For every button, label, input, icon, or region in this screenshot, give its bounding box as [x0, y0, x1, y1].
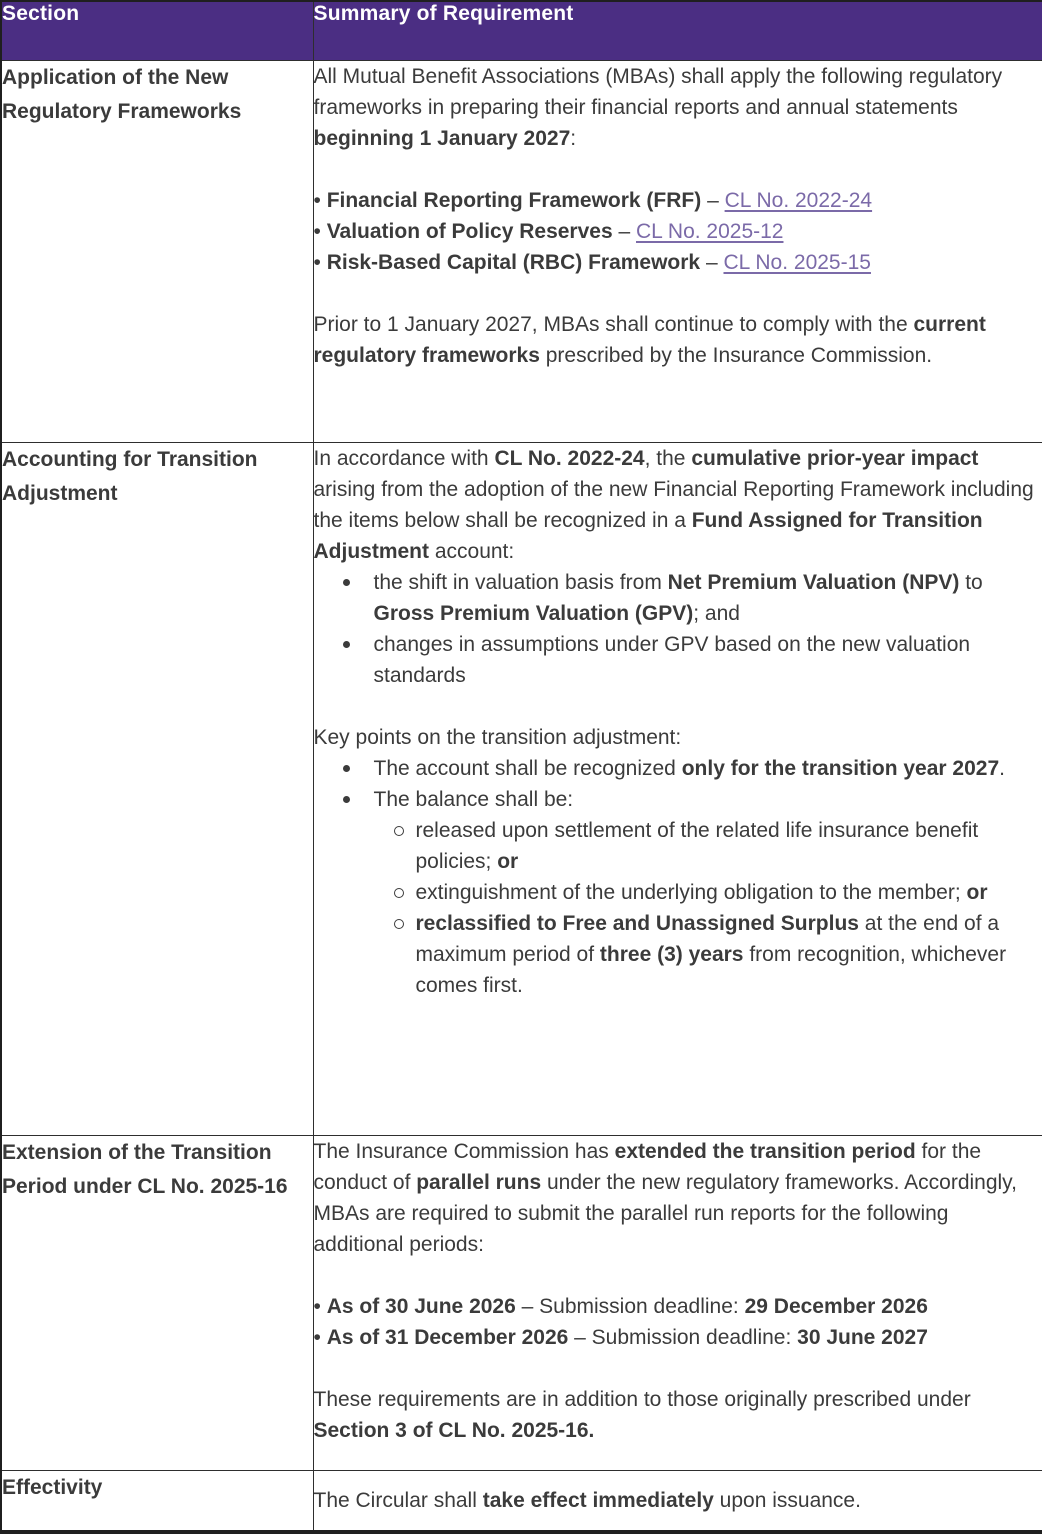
text-segment: The Circular shall	[314, 1489, 483, 1512]
table-body	[1, 61, 1042, 1532]
bullet-item	[314, 567, 1042, 629]
bullet-item	[314, 753, 1042, 784]
circle-bullet-icon	[394, 908, 416, 939]
text-segment: As of 31 December 2026	[327, 1326, 569, 1349]
text-segment: The Insurance Commission has	[314, 1140, 615, 1163]
summary-cell	[313, 1471, 1042, 1532]
bullet-text	[416, 815, 1042, 877]
section-cell	[1, 61, 313, 443]
paragraph-spacer	[314, 154, 1042, 185]
paragraph	[314, 1136, 1042, 1260]
text-segment: All Mutual Benefit Associations (MBAs) shall apply the following regulatory frameworks in preparing their financial reports and annual statements	[314, 65, 1003, 119]
text-segment: take effect immediately	[483, 1489, 714, 1512]
table-header	[1, 1, 1042, 61]
header-row	[1, 1, 1042, 61]
text-segment: 29 December 2026	[745, 1295, 928, 1318]
paragraph	[314, 1291, 1042, 1322]
bullet-text	[416, 877, 1042, 908]
text-segment: :	[570, 127, 576, 150]
bullet-text	[416, 908, 1042, 1001]
text-segment: arising from the adoption of the new Financial Reporting Framework including the items below shall be recognized in a	[314, 478, 1034, 532]
text-segment: the shift in valuation basis from	[374, 571, 668, 594]
section-cell	[1, 443, 313, 1136]
summary-cell	[313, 1136, 1042, 1471]
bullet-icon	[343, 753, 374, 784]
text-segment: only for the transition year 2027	[682, 757, 999, 780]
summary-cell	[313, 443, 1042, 1136]
text-segment: 30 June 2027	[797, 1326, 928, 1349]
circular-link[interactable]: CL No. 2025-12	[636, 220, 783, 243]
text-segment: extended the transition period	[615, 1140, 916, 1163]
text-segment: or	[497, 850, 518, 873]
bullet-text	[374, 753, 1042, 784]
paragraph	[314, 309, 1042, 371]
text-segment: In accordance with	[314, 447, 495, 470]
text-segment: Risk-Based Capital (RBC) Framework	[327, 251, 700, 274]
text-segment: .	[999, 757, 1005, 780]
text-segment: at the end of a maximum period of	[416, 912, 1000, 966]
text-segment: under the new regulatory frameworks. Accordingly, MBAs are required to submit the parallel run reports for the following additional periods:	[314, 1171, 1017, 1256]
paragraph	[314, 1384, 1042, 1446]
text-segment: upon issuance.	[714, 1489, 861, 1512]
column-header-summary: Summary of Requirement	[313, 1, 1042, 61]
text-segment: As of 30 June 2026	[327, 1295, 516, 1318]
paragraph	[314, 185, 1042, 216]
text-segment: The account shall be recognized	[374, 757, 682, 780]
text-segment: – Submission deadline:	[568, 1326, 797, 1349]
text-segment: prescribed by the Insurance Commission.	[540, 344, 932, 367]
text-segment: –	[701, 189, 724, 212]
paragraph	[314, 247, 1042, 278]
circular-link[interactable]: CL No. 2022-24	[725, 189, 872, 212]
text-segment: CL No. 2022-24	[494, 447, 644, 470]
section-title: Application of the New Regulatory Frameworks	[2, 61, 313, 129]
paragraph	[314, 61, 1042, 154]
text-segment: released upon settlement of the related life insurance benefit policies;	[416, 819, 979, 873]
paragraph-spacer	[314, 278, 1042, 309]
text-segment: ; and	[693, 602, 740, 625]
text-segment: account:	[429, 540, 514, 563]
paragraph	[314, 443, 1042, 567]
table-row	[1, 1471, 1042, 1532]
text-segment: Valuation of Policy Reserves	[327, 220, 613, 243]
paragraph	[314, 1485, 1042, 1516]
sub-bullet-item	[314, 908, 1042, 1001]
text-segment: changes in assumptions under GPV based on the new valuation standards	[374, 633, 971, 687]
table-row	[1, 61, 1042, 443]
bullet-icon	[343, 784, 374, 815]
column-header-section: Section	[1, 1, 313, 61]
paragraph	[314, 722, 1042, 753]
text-segment: •	[314, 189, 327, 212]
bullet-icon	[343, 629, 374, 660]
text-segment: – Submission deadline:	[516, 1295, 745, 1318]
bullet-text	[374, 567, 1042, 629]
section-cell	[1, 1471, 313, 1532]
section-title: Accounting for Transition Adjustment	[2, 443, 313, 511]
text-segment: Net Premium Valuation (NPV)	[668, 571, 960, 594]
text-segment: or	[967, 881, 988, 904]
text-segment: for the conduct of	[314, 1140, 982, 1194]
table-row	[1, 1136, 1042, 1471]
bullet-item	[314, 784, 1042, 815]
text-segment: Section 3 of CL No. 2025-16.	[314, 1419, 595, 1442]
text-segment: The balance shall be:	[374, 788, 574, 811]
table-row	[1, 443, 1042, 1136]
text-segment: parallel runs	[416, 1171, 541, 1194]
section-title: Effectivity	[2, 1471, 313, 1505]
paragraph-spacer	[314, 691, 1042, 722]
text-segment: current regulatory frameworks	[314, 313, 986, 367]
text-segment: Fund Assigned for Transition Adjustment	[314, 509, 983, 563]
text-segment: •	[314, 251, 327, 274]
section-title: Extension of the Transition Period under CL No. 2025-16	[2, 1136, 313, 1204]
paragraph-spacer	[314, 1353, 1042, 1384]
text-segment: •	[314, 1295, 327, 1318]
circular-link[interactable]: CL No. 2025-15	[723, 251, 870, 274]
text-segment: cumulative prior-year impact	[691, 447, 978, 470]
paragraph	[314, 1322, 1042, 1353]
text-segment: to	[959, 571, 982, 594]
bullet-text	[374, 629, 1042, 691]
text-segment: These requirements are in addition to those originally prescribed under	[314, 1388, 971, 1411]
summary-cell	[313, 61, 1042, 443]
text-segment: Gross Premium Valuation (GPV)	[374, 602, 694, 625]
text-segment: , the	[645, 447, 692, 470]
text-segment: three (3) years	[600, 943, 744, 966]
text-segment: •	[314, 1326, 327, 1349]
text-segment: beginning 1 January 2027	[314, 127, 571, 150]
sub-bullet-item	[314, 815, 1042, 877]
text-segment: Financial Reporting Framework (FRF)	[327, 189, 702, 212]
text-segment: Prior to 1 January 2027, MBAs shall continue to comply with the	[314, 313, 914, 336]
sub-bullet-item	[314, 877, 1042, 908]
bullet-icon	[343, 567, 374, 598]
text-segment: reclassified to Free and Unassigned Surplus	[416, 912, 859, 935]
paragraph-spacer	[314, 1260, 1042, 1291]
text-segment: from recognition, whichever comes first.	[416, 943, 1007, 997]
text-segment: –	[700, 251, 723, 274]
paragraph	[314, 216, 1042, 247]
text-segment: –	[613, 220, 636, 243]
section-cell	[1, 1136, 313, 1471]
circle-bullet-icon	[394, 877, 416, 908]
text-segment: Key points on the transition adjustment:	[314, 726, 682, 749]
text-segment: •	[314, 220, 327, 243]
circle-bullet-icon	[394, 815, 416, 846]
bullet-item	[314, 629, 1042, 691]
bullet-text	[374, 784, 1042, 815]
text-segment: extinguishment of the underlying obligation to the member;	[416, 881, 967, 904]
